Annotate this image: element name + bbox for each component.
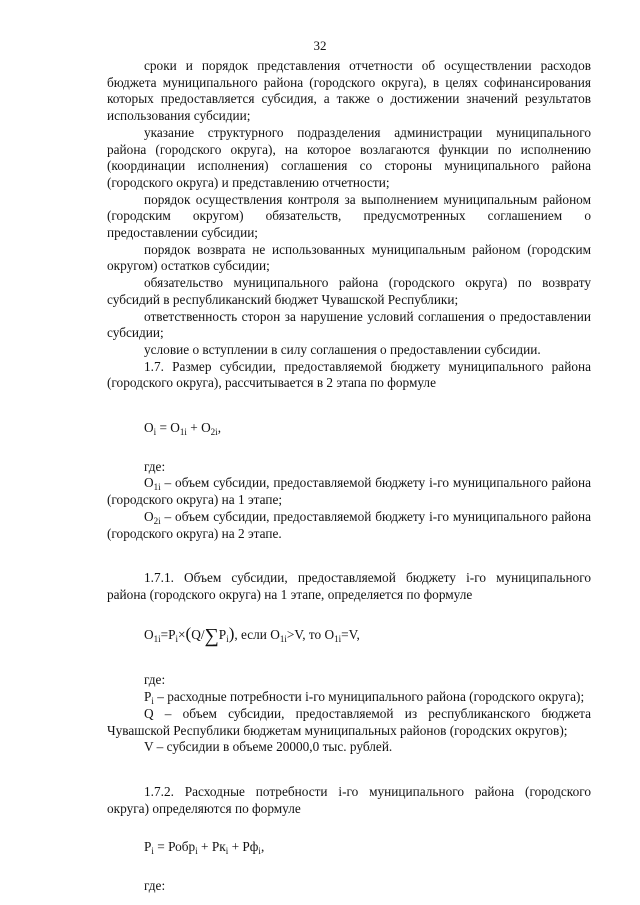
definition-q: Q – объем субсидии, предоставляемой из республиканского бюджета Чувашской Республики бюджетам муниципальных районов (городских округов); bbox=[107, 705, 591, 738]
list-item: указание структурного подразделения администрации муниципального района (городского округа), на которое возлагаются функции по исполнению (координации исполнения) соглашения со стороны муниципального района (городского округа) и представлению отчетности; bbox=[107, 124, 591, 190]
section-1-7-1-text: 1.7.1. Объем субсидии, предоставляемой бюджету i-го муниципального района (городского округа) на 1 этапе, определяется по формуле bbox=[107, 570, 591, 602]
list-item: обязательство муниципального района (городского округа) по возврату субсидий в республиканский бюджет Чувашской Республики; bbox=[107, 275, 591, 307]
definition-o2: $O_{2i}$ – объем субсидии, предоставляемой бюджету i-го муниципального района (городского округа) на 2 этапе. bbox=[107, 508, 591, 541]
section-1-7-text: 1.7. Размер субсидии, предоставляемой бюджету муниципального района (городского округа), рассчитывается в 2 этапа по формуле bbox=[107, 358, 591, 391]
list-item: условие о вступлении в силу соглашения о предоставлении субсидии. bbox=[144, 341, 541, 357]
formula-p: $P_i$ = Робр$_i$ + $Рк_i + Рф_i$, bbox=[144, 839, 265, 857]
list-item: сроки и порядок представления отчетности об осуществлении расходов бюджета муниципального района (городского округа), в целях софинансирования которых предоставляется субсидия, а также о достижении значений результатов использования субсидии; bbox=[107, 58, 591, 124]
page-number: 32 bbox=[313, 38, 327, 53]
where-label: где: bbox=[144, 878, 166, 894]
where-label: где: bbox=[144, 672, 166, 688]
definition-o1: $O_{1i}$ – объем субсидии, предоставляемой бюджету i-го муниципального района (городского округа) на 1 этапе; bbox=[107, 475, 591, 508]
formula-o1: $O_{1i}=P_i\times(Q/\sum P_i)$, если $O_{1i}>V$, то $O_{1i}=V$, bbox=[144, 623, 360, 647]
list-item: ответственность сторон за нарушение условий соглашения о предоставлении субсидии; bbox=[107, 308, 591, 341]
list-item: порядок возврата не использованных муниципальным районом (городским округом) остатков субсидии; bbox=[107, 241, 591, 274]
where-label: где: bbox=[144, 458, 166, 474]
definition-v: V – субсидии в объеме 20000,0 тыс. рублей. bbox=[144, 739, 393, 755]
section-1-7-2-text: 1.7.2. Расходные потребности i-го муниципального района (городского округа) определяются по формуле bbox=[107, 783, 591, 816]
document-body bbox=[107, 58, 591, 895]
definition-p: $P_i$ – расходные потребности i-го муниципального района (городского округа); bbox=[144, 689, 585, 707]
list-item: порядок осуществления контроля за выполнением муниципальным районом (городским округом) обязательств, предусмотренных соглашением о предоставлении субсидии; bbox=[107, 191, 591, 241]
formula-o-total: $O_i = O_{1i} + O_{2i}$, bbox=[144, 420, 222, 438]
